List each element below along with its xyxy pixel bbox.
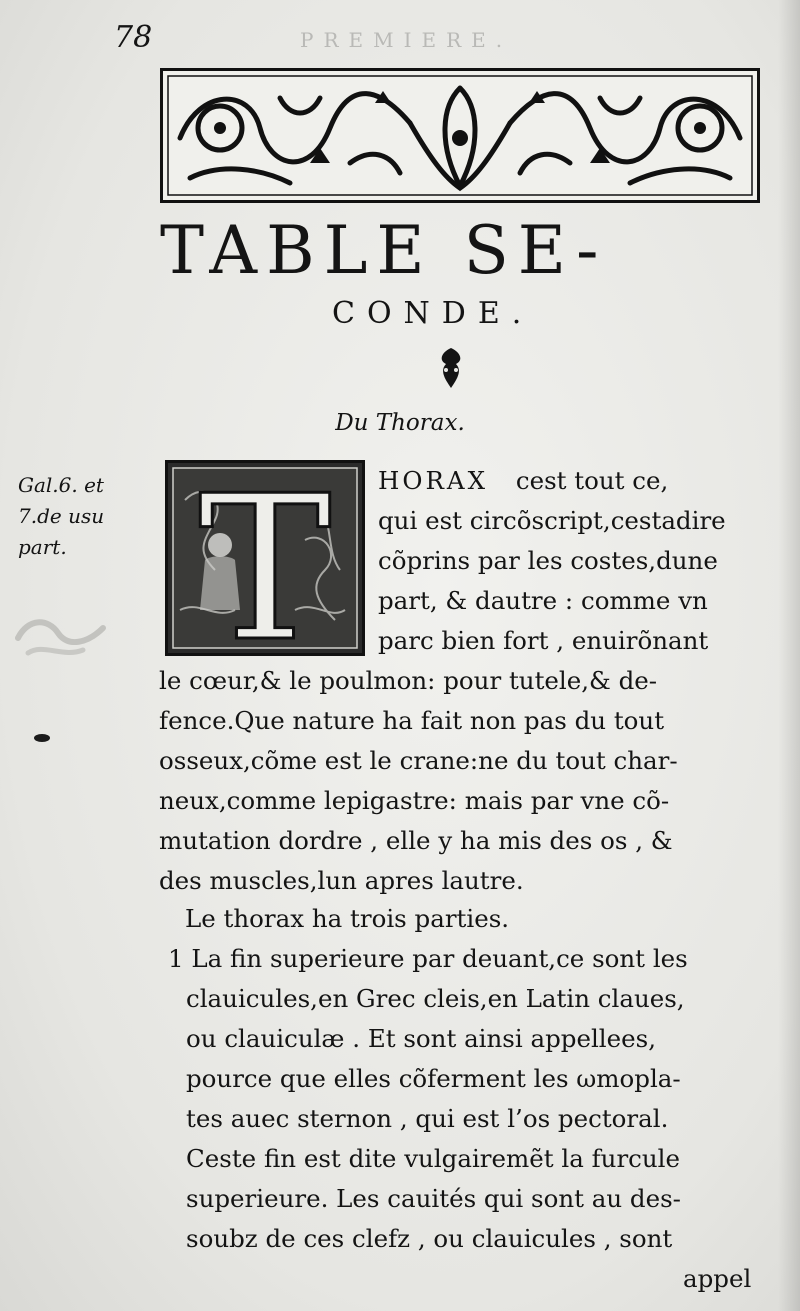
body-line: part, & dautre : comme vn: [378, 586, 708, 615]
marginal-note-line: Gal.6. et: [18, 473, 104, 497]
body-line: 1 La fin superieure par deuant,ce sont les: [168, 944, 688, 973]
body-line: Ceste fin est dite vulgairemẽt la furcule: [186, 1144, 680, 1173]
body-line: des muscles,lun apres lautre.: [159, 866, 524, 895]
body-line: soubz de ces clefz , ou clauicules , sont: [186, 1224, 673, 1253]
body-line: le cœur,& le poulmon: pour tutele,& de-: [159, 666, 658, 695]
catchword: appel: [683, 1264, 752, 1293]
body-line: tes auec sternon , qui est l’os pectoral.: [186, 1104, 669, 1133]
title-line-2: CONDE.: [332, 296, 534, 331]
body-line: Le thorax ha trois parties.: [185, 904, 510, 933]
body-line: mutation dordre , elle y ha mis des os , &: [159, 826, 673, 855]
drop-cap-letter: T: [198, 460, 332, 656]
body-line: pource que elles cõferment les ωmopla-: [186, 1064, 681, 1093]
body-line: clauicules,en Grec cleis,en Latin claues,: [186, 984, 685, 1013]
marginal-note-line: part.: [18, 535, 67, 559]
first-line-rest: cest tout ce,: [515, 466, 669, 495]
body-line: fence.Que nature ha fait non pas du tout: [159, 706, 665, 735]
first-word-smallcaps: HORAX: [378, 466, 489, 495]
body-line: cõprins par les costes,dune: [378, 546, 718, 575]
body-line: ou clauiculæ . Et sont ainsi appellees,: [186, 1024, 656, 1053]
body-line: qui est circõscript,cestadire: [378, 506, 726, 535]
marginal-note-line: 7.de usu: [18, 504, 105, 528]
body-line: neux,comme lepigastre: mais par vne cõ-: [159, 786, 670, 815]
running-head-bleedthrough: PREMIERE.: [300, 28, 513, 52]
body-line: osseux,cõme est le crane:ne du tout char-: [159, 746, 678, 775]
body-line: superieure. Les cauités qui sont au des-: [186, 1184, 681, 1213]
title-line-1: TABLE SE-: [160, 212, 608, 289]
section-heading: Du Thorax.: [335, 410, 465, 436]
body-line: [378, 462, 668, 500]
page-number: 78: [114, 20, 153, 55]
body-line: parc bien fort , enuirõnant: [378, 626, 709, 655]
